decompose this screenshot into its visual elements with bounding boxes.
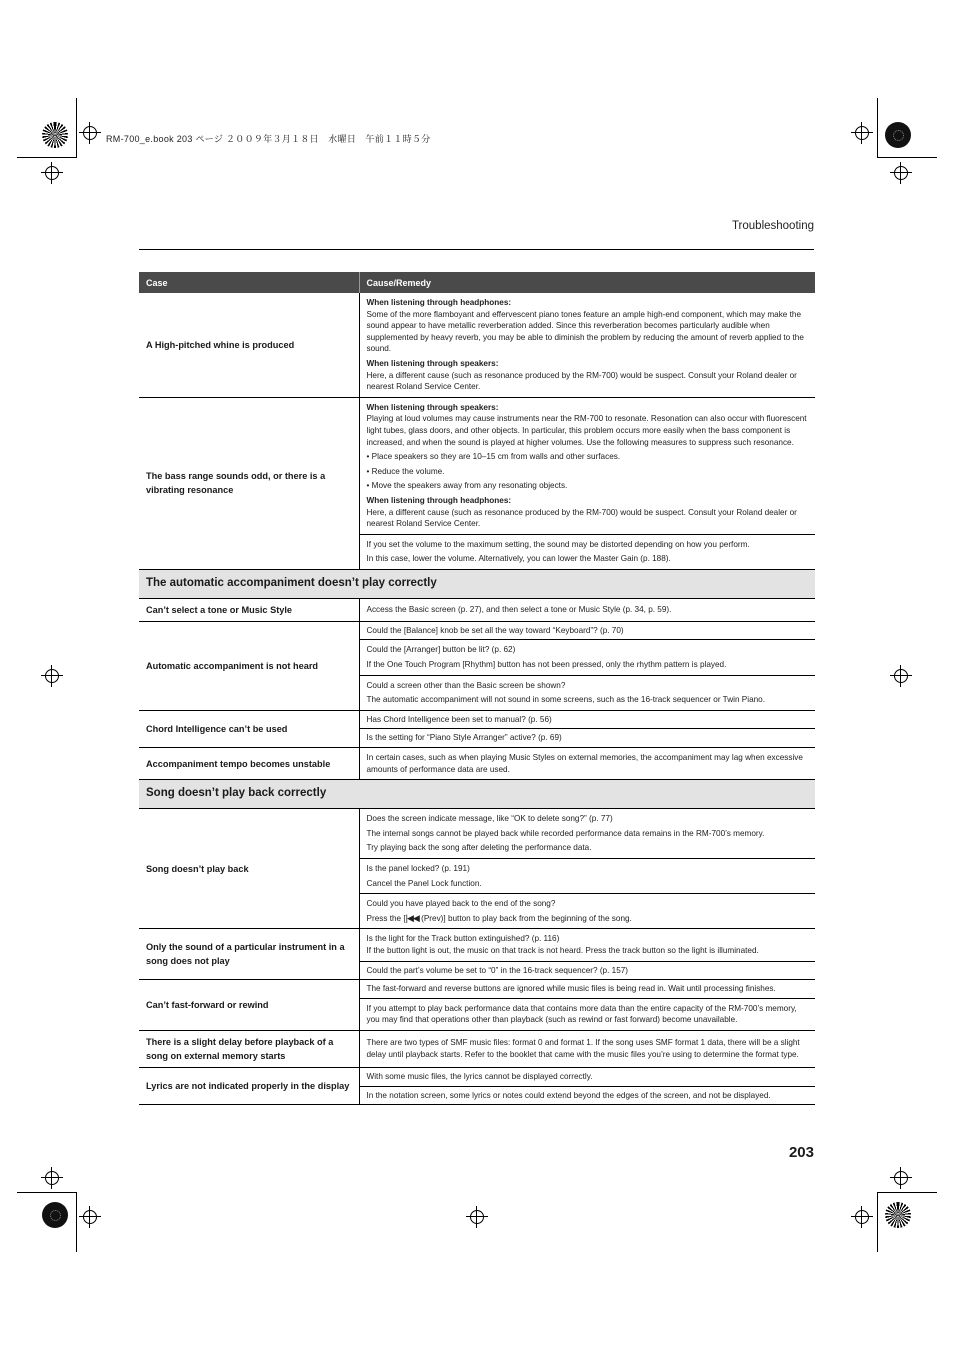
remedy-text: Does the screen indicate message, like “OK to delete song?” (p. 77) (366, 814, 613, 824)
remedy-text: The internal songs cannot be played back while recorded performance data remains in the RM-700’s memory. (366, 828, 765, 838)
remedy-cell (359, 859, 815, 894)
column-header-remedy: Cause/Remedy (359, 272, 815, 293)
remedy-text: Some of the more flamboyant and effervescent piano tones feature an ample high-end component, which may make the sound appear to have metallic reverberation added. Since this reverberation becomes particularly audible when supplemented by heavy reverb, you may be able to diminish the problem by reducing the amount of reverb applied to the sound. (366, 309, 804, 354)
table-row (139, 1030, 815, 1067)
registration-mark-icon (45, 166, 59, 180)
table-row (139, 397, 815, 534)
registration-mark-icon (894, 166, 908, 180)
case-cell: Can’t fast-forward or rewind (139, 980, 359, 1031)
case-cell: Automatic accompaniment is not heard (139, 621, 359, 710)
registration-mark-icon (83, 1210, 97, 1224)
remedy-text: Here, a different cause (such as resonance produced by the RM-700) would be suspect. Consult your Roland dealer or nearest Roland Service Center. (366, 507, 797, 529)
registration-mark-icon (894, 669, 908, 683)
remedy-cell: In certain cases, such as when playing Music Styles on external memories, the accompaniment may lag when excessive amounts of performance data are used. (359, 748, 815, 780)
registration-mark-icon (470, 1210, 484, 1224)
remedy-cell (359, 894, 815, 929)
remedy-cell (359, 640, 815, 675)
remedy-text: Could you have played back to the end of the song? (366, 899, 556, 909)
registration-mark-icon (45, 669, 59, 683)
registration-disk-icon (885, 1202, 911, 1228)
bullet-item: • Place speakers so they are 10–15 cm from walls and other surfaces. (366, 452, 621, 462)
running-header: Troubleshooting (731, 220, 814, 232)
file-info: RM-700_e.book 203 ページ ２００９年３月１８日 水曜日 午前１１時５分 (106, 134, 431, 144)
registration-mark-icon (45, 1171, 59, 1185)
remedy-cell (359, 929, 815, 961)
table-row (139, 809, 815, 859)
table-row (139, 621, 815, 640)
column-header-case: Case (139, 272, 359, 293)
remedy-text: If the One Touch Program [Rhythm] button has not been pressed, only the rhythm pattern is played. (366, 660, 727, 670)
section-row (139, 780, 815, 809)
remedy-cell: Could the [Balance] knob be set all the way toward “Keyboard”? (p. 70) (359, 621, 815, 640)
section-row (139, 569, 815, 598)
case-cell: Can’t select a tone or Music Style (139, 598, 359, 621)
remedy-text: Playing at loud volumes may cause instruments near the RM-700 to resonate. Resonation can also occur with fluorescent light tubes, glass doors, and other objects. In particular, this problem occurs more easily when the bass component is increased, and when the sound is played at higher volumes. Use the following measures to suppress such resonance. (366, 414, 807, 447)
table-header-row (139, 272, 815, 293)
remedy-label: When listening through headphones: (366, 495, 512, 505)
bullet-item: • Move the speakers away from any resonating objects. (366, 481, 568, 491)
registration-mark-icon (855, 126, 869, 140)
case-cell: Accompaniment tempo becomes unstable (139, 748, 359, 780)
remedy-label: When listening through speakers: (366, 358, 499, 368)
registration-disk-icon (42, 122, 68, 148)
remedy-text: If the button light is out, the music on that track is not heard. Press the track button so the light is illuminated. (366, 945, 759, 955)
registration-disk-icon (885, 122, 911, 148)
case-cell: Song doesn’t play back (139, 809, 359, 929)
remedy-text: Cancel the Panel Lock function. (366, 878, 482, 888)
remedy-cell (359, 675, 815, 710)
remedy-label: When listening through headphones: (366, 298, 512, 307)
remedy-text (367, 913, 809, 925)
remedy-cell: Has Chord Intelligence been set to manual? (p. 56) (359, 710, 815, 729)
remedy-cell: The fast-forward and reverse buttons are ignored while music files is being read in. Wait until processing finishes. (359, 980, 815, 999)
remedy-text-post: (Prev)] button to play back from the beginning of the song. (418, 913, 632, 923)
registration-mark-icon (855, 1210, 869, 1224)
remedy-text: If you set the volume to the maximum setting, the sound may be distorted depending on how you perform. (366, 539, 750, 549)
registration-mark-icon (894, 1171, 908, 1185)
remedy-cell: With some music files, the lyrics cannot be displayed correctly. (359, 1067, 815, 1086)
registration-disk-icon (42, 1202, 68, 1228)
case-cell: A High-pitched whine is produced (139, 293, 359, 397)
remedy-text: Could the [Arranger] button be lit? (p. 62) (366, 645, 516, 655)
bullet-item: • Reduce the volume. (366, 466, 445, 476)
table-row (139, 748, 815, 780)
page-number: 203 (788, 1144, 814, 1161)
section-title-song: Song doesn’t play back correctly (139, 780, 815, 809)
table-row (139, 598, 815, 621)
remedy-label: When listening through speakers: (366, 402, 499, 412)
remedy-text: In this case, lower the volume. Alternatively, you can lower the Master Gain (p. 188). (366, 554, 671, 564)
registration-mark-icon (83, 126, 97, 140)
section-title-accompaniment: The automatic accompaniment doesn’t play correctly (139, 569, 815, 598)
remedy-cell (359, 534, 815, 569)
case-cell: The bass range sounds odd, or there is a vibrating resonance (139, 397, 359, 569)
remedy-text: The automatic accompaniment will not sound in some screens, such as the 16-track sequencer or Twin Piano. (366, 695, 766, 705)
table-row (139, 980, 815, 999)
remedy-cell (359, 397, 815, 534)
remedy-text: Is the panel locked? (p. 191) (366, 864, 470, 873)
table-row (139, 710, 815, 729)
prev-icon: |◀◀ (405, 912, 419, 923)
remedy-text: Could a screen other than the Basic screen be shown? (366, 680, 566, 690)
case-cell: Chord Intelligence can’t be used (139, 710, 359, 747)
table-row (139, 1067, 815, 1086)
case-cell: There is a slight delay before playback of a song on external memory starts (139, 1030, 359, 1067)
table-row (139, 929, 815, 961)
header-rule (139, 249, 814, 250)
remedy-cell: Could the part’s volume be set to “0” in the 16-track sequencer? (p. 157) (359, 961, 815, 980)
remedy-text-pre: Press the [ (366, 913, 406, 923)
table-row (139, 293, 815, 397)
remedy-cell: There are two types of SMF music files: format 0 and format 1. If the song uses SMF format 1 data, there will be a slight delay until playback starts. Refer to the booklet that came with the music files you’re using to determine the format type. (359, 1030, 815, 1067)
case-cell: Only the sound of a particular instrument in a song does not play (139, 929, 359, 980)
troubleshooting-table (139, 272, 815, 1105)
remedy-cell: In the notation screen, some lyrics or notes could extend beyond the edges of the screen, and not be displayed. (359, 1086, 815, 1105)
remedy-text: Here, a different cause (such as resonance produced by the RM-700) would be suspect. Consult your Roland dealer or nearest Roland Service Center. (366, 370, 797, 392)
remedy-text: Is the light for the Track button extinguished? (p. 116) (366, 934, 560, 944)
remedy-cell (359, 293, 815, 397)
remedy-cell: Is the setting for “Piano Style Arranger” active? (p. 69) (359, 729, 815, 748)
remedy-cell (359, 809, 815, 859)
remedy-cell: If you attempt to play back performance data that contains more data than the entire capacity of the RM-700’s memory, you may find that operations other than playback (such as rewind or fast forward) become unavailable. (359, 998, 815, 1030)
remedy-text: Try playing back the song after deleting the performance data. (366, 843, 592, 853)
remedy-cell: Access the Basic screen (p. 27), and then select a tone or Music Style (p. 34, p. 59). (359, 598, 815, 621)
case-cell: Lyrics are not indicated properly in the display (139, 1067, 359, 1104)
